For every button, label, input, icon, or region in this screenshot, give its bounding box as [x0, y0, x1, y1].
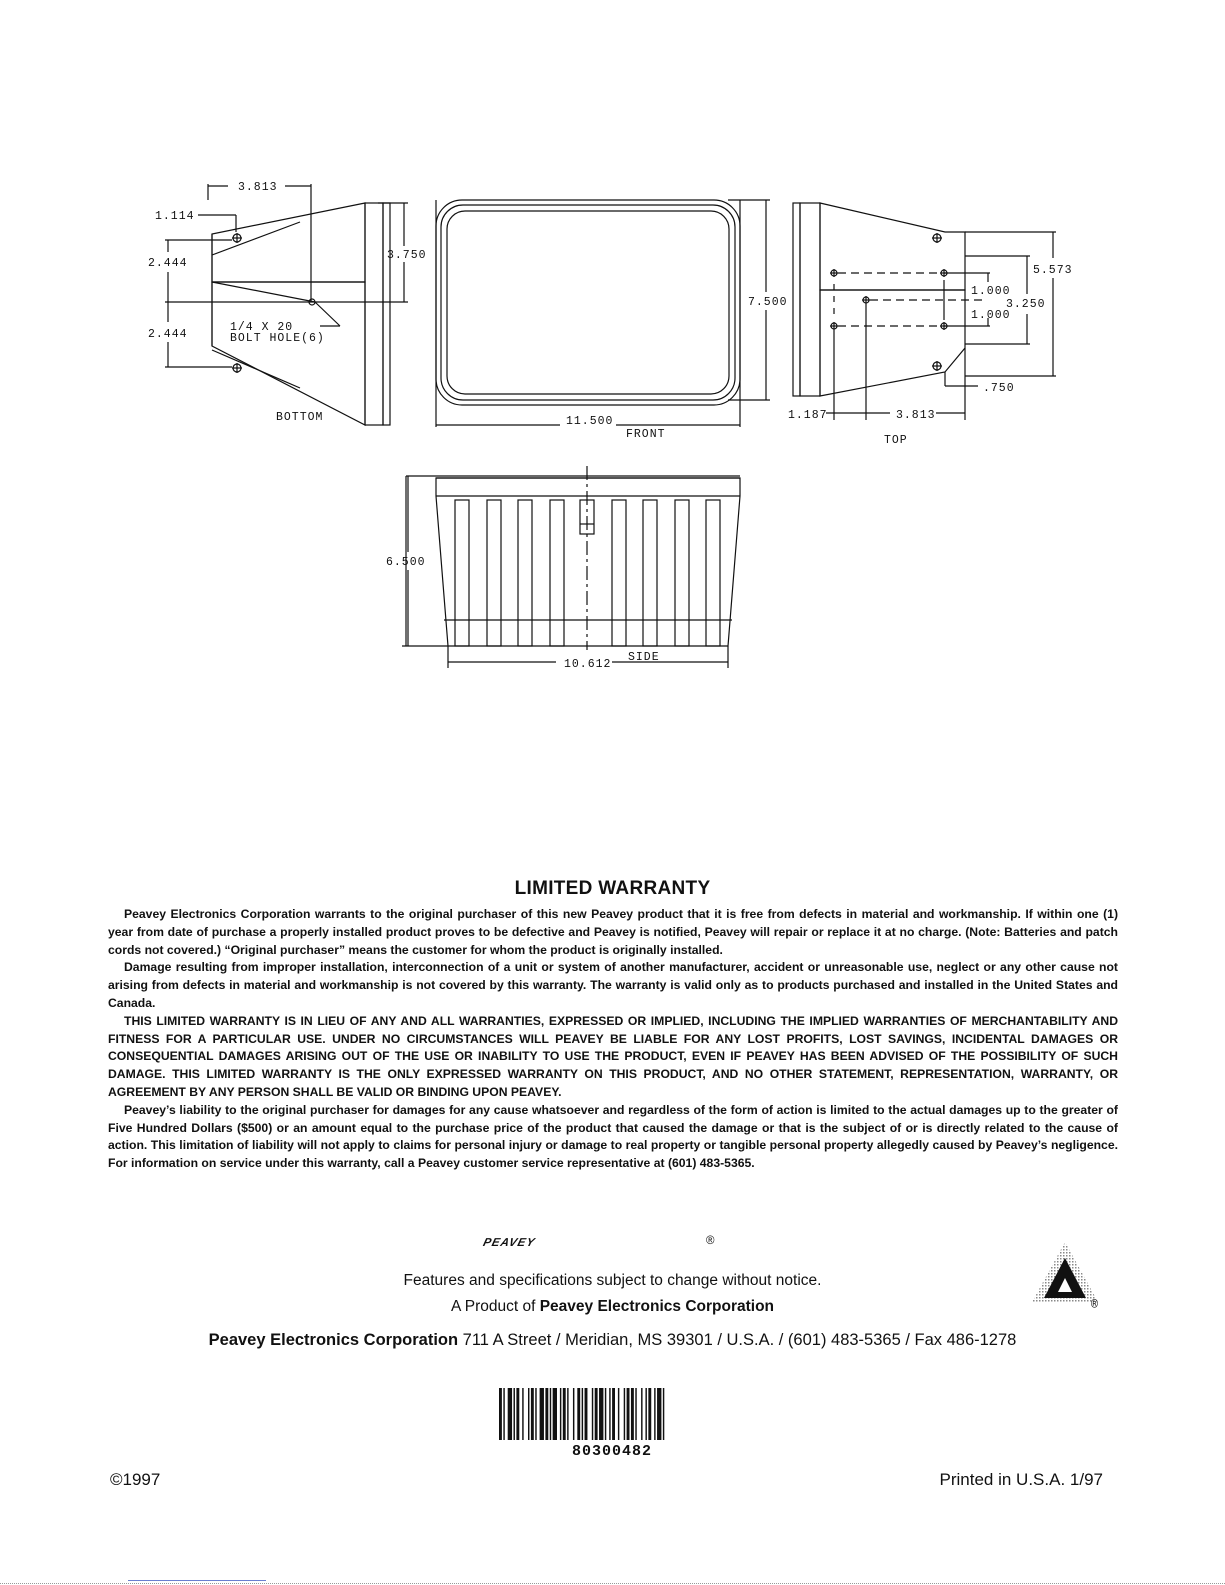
barcode-bar — [514, 1388, 515, 1440]
barcode-bar — [609, 1388, 610, 1440]
side-view-drawing — [402, 466, 740, 668]
peavey-logo — [480, 1208, 740, 1254]
barcode-bar — [627, 1388, 630, 1440]
barcode-bar — [573, 1388, 574, 1440]
bottom-bolt-label-1: 1/4 X 20 — [230, 321, 294, 334]
barcode-bar — [540, 1388, 544, 1440]
barcode-bar — [631, 1388, 634, 1440]
barcode-bar — [545, 1388, 548, 1440]
bottom-dim-upper: 2.444 — [148, 257, 188, 270]
warranty-paragraph-3: THIS LIMITED WARRANTY IS IN LIEU OF ANY AND ALL WARRANTIES, EXPRESSED OR IMPLIED, INCLUDING THE IMPLIED WARRANTIES OF MERCHANTABILITY AND FITNESS FOR A PARTICULAR USE. UNDER NO CIRCUMSTANCES WILL PEAVEY BE LIABLE FOR ANY LOST PROFITS, LOST SAVINGS, INCIDENTAL DAMAGES OR CONSEQUENTIAL DAMAGES ARISING OUT OF THE USE OR INABILITY TO USE THE PRODUCT, EVEN IF PEAVEY HAS BEEN ADVISED OF THE POSSIBILITY OF SUCH DAMAGE. THIS LIMITED WARRANTY IS THE ONLY EXPRESSED WARRANTY ON THIS PRODUCT, AND NO OTHER STATEMENT, REPRESENTATION, WARRANTY, OR AGREEMENT BY ANY PERSON SHALL BE VALID OR BINDING UPON PEAVEY. — [108, 1013, 1118, 1099]
barcode-bar — [560, 1388, 561, 1440]
barcode-bar — [582, 1388, 583, 1440]
barcode-bar — [550, 1388, 551, 1440]
barcode-bar — [528, 1388, 529, 1440]
barcode-bar — [531, 1388, 534, 1440]
top-dim-d: 1.000 — [971, 309, 1011, 322]
barcode-bar — [605, 1388, 606, 1440]
company-address — [0, 1331, 1225, 1350]
barcode-bar — [618, 1388, 619, 1440]
barcode-bar — [648, 1388, 651, 1440]
barcode-number: 80300482 — [571, 1443, 652, 1460]
printed-in: Printed in U.S.A. 1/97 — [939, 1470, 1103, 1489]
barcode-bar — [663, 1388, 664, 1440]
barcode — [497, 1388, 727, 1440]
front-dim-width: 11.500 — [566, 415, 614, 428]
top-view-drawing — [793, 203, 1056, 420]
features-notice: Features and specifications subject to change without notice. — [403, 1272, 822, 1289]
bottom-view-drawing — [165, 184, 408, 425]
barcode-bar — [516, 1388, 519, 1440]
side-view-label: SIDE — [628, 651, 660, 664]
barcode-bar — [535, 1388, 536, 1440]
blue-rule — [128, 1580, 266, 1581]
top-dim-a: 5.573 — [1033, 264, 1073, 277]
bottom-dim-lower: 2.444 — [148, 328, 188, 341]
barcode-bar — [595, 1388, 598, 1440]
warranty-paragraph-1: Peavey Electronics Corporation warrants to the original purchaser of this new Peavey product that it is free from defects in material and workmanship. If within one (1) year from date of purchase a properly installed product proves to be defective and Peavey is notified, Peavey will repair or replace it at no charge. (Note: Batteries and patch cords not covered.) “Original purchaser” means the customer for whom the product is originally installed. — [108, 907, 1118, 957]
bottom-dim-top: 1.114 — [155, 210, 195, 223]
barcode-bar — [654, 1388, 655, 1440]
peavey-logo-registered: ® — [706, 1235, 716, 1247]
product-of-prefix: A Product of — [450, 1298, 540, 1315]
barcode-bar — [503, 1388, 504, 1440]
barcode-bar — [585, 1388, 588, 1440]
address-company: Peavey Electronics Corporation — [208, 1331, 459, 1349]
barcode-bar — [635, 1388, 636, 1440]
barcode-bar — [657, 1388, 661, 1440]
bottom-dim-height: 3.750 — [387, 249, 427, 262]
warranty-paragraph-4: Peavey’s liability to the original purchaser for damages for any cause whatsoever and regardless of the form of action is limited to the actual damages up to the greater of Five Hundred Dollars ($500) or an amount equal to the purchase price of the product that caused the damage or that is the subject of or is directly related to the cause of action. This limitation of liability will not apply to claims for personal injury or damage to real property or tangible personal property allegedly caused by Peavey’s negligence. For information on service under this warranty, call a Peavey customer service representative at (601) 483-5365. — [108, 1102, 1118, 1171]
front-dim-height: 7.500 — [748, 296, 788, 309]
barcode-bar — [553, 1388, 557, 1440]
warranty-body — [108, 906, 1118, 1173]
barcode-bar — [612, 1388, 615, 1440]
bottom-bolt-label-2: BOLT HOLE(6) — [230, 332, 325, 345]
top-dim-f: 1.187 — [788, 409, 828, 422]
top-dim-c: 3.250 — [1006, 298, 1046, 311]
side-dim-height: 6.500 — [386, 556, 426, 569]
side-dim-width: 10.612 — [564, 658, 612, 671]
bottom-view-label: BOTTOM — [276, 411, 324, 424]
warranty-title: LIMITED WARRANTY — [514, 878, 711, 899]
barcode-bar — [624, 1388, 625, 1440]
barcode-bar — [641, 1388, 642, 1440]
front-view-drawing — [436, 200, 770, 427]
barcode-bar — [508, 1388, 512, 1440]
top-dim-b: 1.000 — [971, 285, 1011, 298]
barcode-bar — [645, 1388, 646, 1440]
barcode-bar — [592, 1388, 593, 1440]
page-edge-dotted — [0, 1583, 1225, 1584]
barcode-bar — [599, 1388, 603, 1440]
peavey-logo-text: PEAVEY — [481, 1236, 537, 1249]
bottom-dim-width: 3.813 — [238, 181, 278, 194]
barcode-bar — [522, 1388, 523, 1440]
technical-drawings — [0, 0, 1225, 700]
top-dim-g: 3.813 — [896, 409, 936, 422]
top-view-label: TOP — [884, 434, 908, 447]
triangle-logo-registered: ® — [1091, 1299, 1099, 1310]
top-dim-e: .750 — [983, 382, 1015, 395]
barcode-bar — [499, 1388, 502, 1440]
address-details: 711 A Street / Meridian, MS 39301 / U.S.A. / (601) 483-5365 / Fax 486-1278 — [458, 1331, 1017, 1349]
product-of-company: Peavey Electronics Corporation — [539, 1298, 775, 1315]
barcode-bar — [567, 1388, 568, 1440]
barcode-bar — [563, 1388, 566, 1440]
barcode-bar — [577, 1388, 580, 1440]
copyright: ©1997 — [110, 1470, 161, 1489]
front-view-label: FRONT — [626, 428, 666, 441]
warranty-paragraph-2: Damage resulting from improper installation, interconnection of a unit or system of another manufacturer, accident or unreasonable use, neglect or any other cause not arising from defects in material and workmanship is not covered by this warranty. The warranty is valid only as to products purchased and installed in the United States and Canada. — [108, 960, 1118, 1010]
triangle-logo — [1030, 1240, 1100, 1310]
